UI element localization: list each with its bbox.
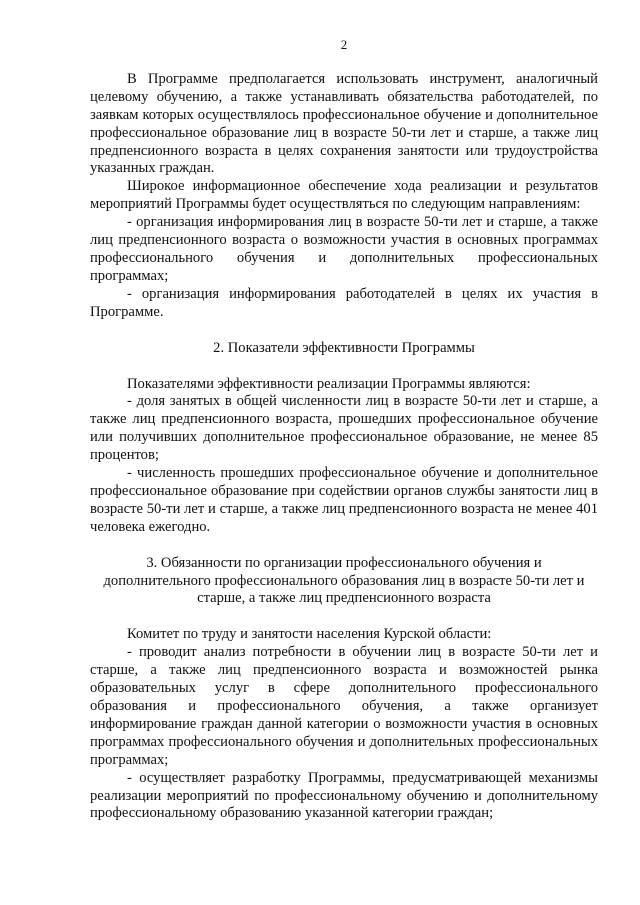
list-item-employment-share: - доля занятых в общей численности лиц в возрасте 50-ти лет и старше, а также лиц предпенсионного возраста, прошедших профессиональное обучение или получивших дополнительное профессиональное образование, не менее 85 процентов; [90,393,598,464]
list-item-needs-analysis: - проводит анализ потребности в обучении лиц в возрасте 50-ти лет и старше, а также лиц предпенсионного возраста и возможностей рынка образовательных услуг в сфере дополнительного профессионального образования и профессионального обучения, а также организует информирование граждан данной категории о возможности участия в основных программах профессионального обучения и дополнительных профессиональных программах; [90,644,598,768]
section-heading-efficiency: 2. Показатели эффективности Программы [213,339,475,356]
section-heading-line: дополнительного профессионального образования лиц в возрасте 50-ти лет и [103,572,585,589]
list-item-inform-citizens: - организация информирования лиц в возрасте 50-ти лет и старше, а также лиц предпенсионного возраста о возможности участия в основных программах профессионального обучения и дополнительных профессиональных программах; [90,214,598,284]
list-item-trained-count: - численность прошедших профессиональное обучение и дополнительное профессиональное образование при содействии органов службы занятости лиц в возрасте 50-ти лет и старше, а также лиц предпенсионного возраста не менее 401 человека ежегодно. [90,465,598,535]
page-number: 2 [340,37,348,52]
section-heading-line: 3. Обязанности по организации профессионального обучения и [146,554,542,571]
paragraph-information-support: Широкое информационное обеспечение хода реализации и результатов мероприятий Программы будет осуществляться по следующим направлениям: [90,178,598,213]
section-heading-obligations [90,555,598,609]
paragraph-committee: Комитет по труду и занятости населения Курской области: [127,626,492,643]
paragraph-indicators-intro: Показателями эффективности реализации Программы являются: [127,375,531,392]
list-item-inform-employers: - организация информирования работодателей в целях их участия в Программе. [90,285,598,320]
list-item-program-development: - осуществляет разработку Программы, предусматривающей механизмы реализации мероприятий по профессиональному обучению и дополнительному профессиональному образованию указанной категории граждан; [90,769,598,822]
section-heading-line: старше, а также лиц предпенсионного возраста [197,590,491,607]
document-page [90,36,598,823]
paragraph-target-training: В Программе предполагается использовать инструмент, аналогичный целевому обучению, а также устанавливать обязательства работодателей, по заявкам которых осуществлялось профессиональное обучение и дополнительное профессиональное образование лиц в возрасте 50-ти лет и старше, а также лиц предпенсионного возраста в целях сохранения занятости или трудоустройства указанных граждан. [90,70,598,177]
